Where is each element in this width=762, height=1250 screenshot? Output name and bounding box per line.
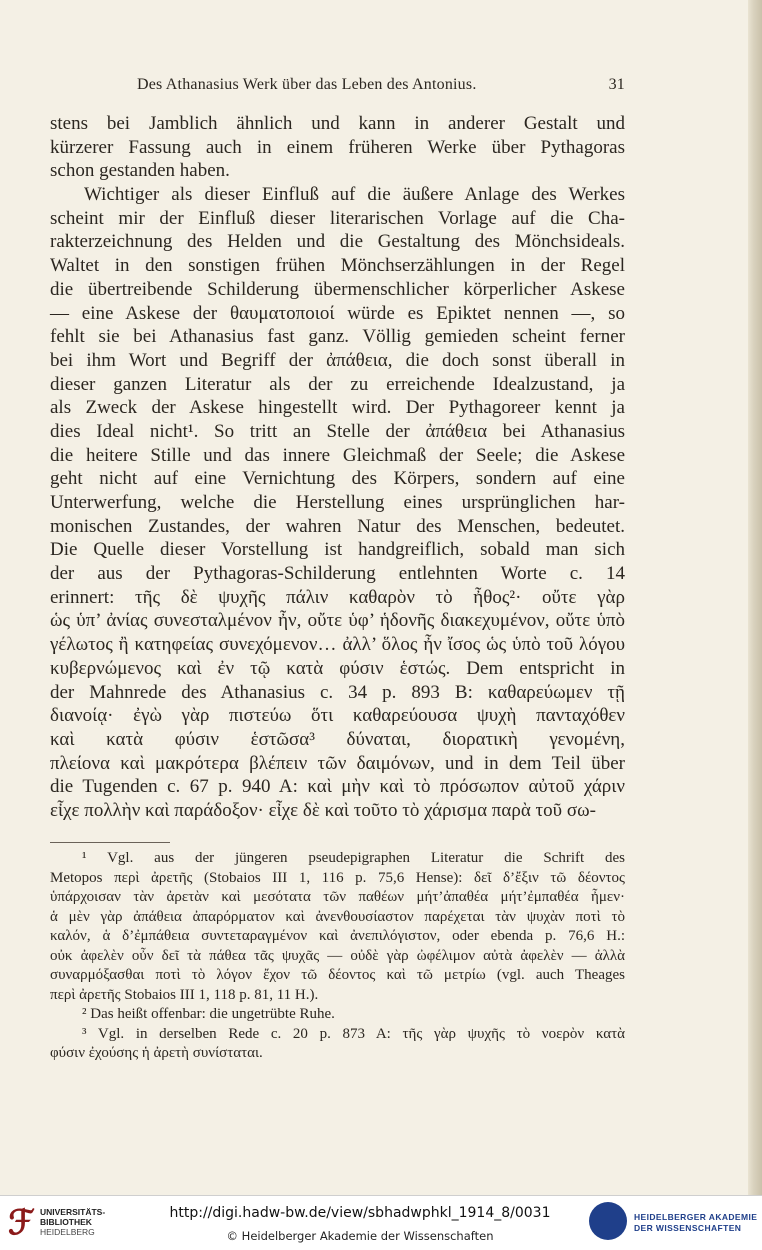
- footnote-line: ³ Vgl. in derselben Rede c. 20 p. 873 A: τῆς γὰρ ψυχῆς τὸ νοερὸν κατὰ: [82, 1025, 625, 1042]
- footnote-line: φύσιν ἐχούσης ἡ ἀρετὴ συνίσταται.: [50, 1045, 263, 1061]
- footnote-line: καλόν, ἁ δ’ἐμπάθεια συντεταραγμένον καὶ ἀνεπιλόγιστον, oder ebenda p. 76,6 H.:: [50, 928, 625, 944]
- footnote-line: ὑπάρχοισαν τὰν ἀρετὰν καὶ μεσότατα τῶν παθέων μήτ’ἀπαθέα μήτ’ἐμπαθέα ἦμεν·: [50, 889, 625, 905]
- text-line: Unterwerfung, welche die Herstellung eines ursprünglichen har-: [50, 492, 625, 513]
- text-line: διανοίᾳ· ἐγὼ γὰρ πιστεύω ὅτι καθαρεύουσα ψυχὴ πανταχόθεν: [50, 705, 625, 727]
- text-line: Die Quelle dieser Vorstellung ist handgreiflich, sobald man sich: [50, 539, 625, 561]
- footnote-divider: [50, 842, 170, 843]
- text-line: monischen Zustandes, der wahren Natur des Menschen, bedeutet.: [50, 515, 625, 537]
- text-line: der aus der Pythagoras-Schilderung entlehnten Worte c. 14: [50, 563, 625, 585]
- footnote-line: περὶ ἀρετῆς Stobaios III 1, 118 p. 81, 11 H.).: [50, 986, 319, 1003]
- university-library-logo-icon[interactable]: ℱ: [8, 1203, 35, 1243]
- footnote-line: οὐκ ἀφελὲν οὖν δεῖ τὰ πάθεα τᾶς ψυχᾶς — οὐδὲ γὰρ ὠφέλιμον αὐτὰ ἀφελὲν — ἀλλὰ: [50, 947, 625, 964]
- text-line: kürzerer Fassung auch in einem früheren Werke über Pythagoras: [50, 136, 625, 158]
- text-line: γέλωτος ἢ κατηφείας συνεχόμενον… ἀλλ’ ὅλος ἦν ἴσος ὡς ὑπὸ τοῦ λόγου: [50, 634, 625, 656]
- text-line: Waltet in den sonstigen frühen Mönchserzählungen in der Regel: [50, 255, 625, 277]
- university-library-name: UNIVERSITÄTS- BIBLIOTHEK HEIDELBERG: [40, 1207, 106, 1237]
- footnote-line: ² Das heißt offenbar: die ungetrübte Ruhe.: [82, 1006, 335, 1022]
- text-line: bei ihm Wort und Begriff der ἀπάθεια, die doch sonst überall in: [50, 349, 625, 371]
- text-line: die Tugenden c. 67 p. 940 A: καὶ μὴν καὶ τὸ πρόσωπον αὐτοῦ χάριν: [50, 776, 625, 798]
- text-line: geht nicht auf eine Vernichtung des Körpers, sondern auf eine: [50, 468, 625, 490]
- viewer-footer: [0, 1195, 762, 1250]
- text-line: πλείονα καὶ μακρότερα βλέπειν τῶν δαιμόνων, und in dem Teil über: [50, 752, 625, 774]
- text-line: dieser ganzen Literatur als der zu erreichende Idealzustand, ja: [50, 373, 625, 395]
- text-line: als Zweck der Askese hingestellt wird. Der Pythagoreer kennt ja: [50, 397, 625, 419]
- text-line: die übertreibende Schilderung übermenschlicher körperlicher Askese: [50, 278, 625, 300]
- running-head-title: Des Athanasius Werk über das Leben des Antonius.: [137, 76, 477, 93]
- text-line: die heitere Stille und das innere Gleichmaß der Seele; die Askese: [50, 444, 625, 466]
- footnote-line: Metopos περὶ ἀρετῆς (Stobaios III 1, 116 p. 75,6 Hense): δεῖ δ’ἔξιν τῶ δέοντος: [50, 869, 625, 886]
- text-line: erinnert: τῆς δὲ ψυχῆς πάλιν καθαρὸν τὸ ἦθος²· οὔτε γὰρ: [50, 586, 625, 608]
- text-line: schon gestanden haben.: [50, 160, 230, 182]
- footnote-line: συναρμόξασθαι ποτὶ τὸ λόγον ἔχον τῶ δέοντος καὶ τῶ μετρίω (vgl. auch Theages: [50, 967, 625, 983]
- text-line: fehlt sie bei Athanasius fast ganz. Völlig gemieden scheint ferner: [50, 326, 625, 348]
- copyright-notice: © Heidelberger Akademie der Wissenschaften: [226, 1229, 494, 1243]
- text-line: stens bei Jamblich ähnlich und kann in anderer Gestalt und: [50, 113, 625, 134]
- text-line: dies Ideal nicht¹. So tritt an Stelle der ἀπάθεια bei Athanasius: [50, 420, 625, 442]
- text-line: καὶ κατὰ φύσιν ἑστῶσα³ δύναται, διορατικὴ γενομένη,: [50, 728, 625, 750]
- page-number: 31: [608, 76, 625, 93]
- academy-name: HEIDELBERGER AKADEMIE DER WISSENSCHAFTEN: [634, 1212, 758, 1233]
- text-line: κυβερνώμενος καὶ ἐν τῷ κατὰ φύσιν ἑστώς. Dem entspricht in: [50, 657, 625, 679]
- text-line: εἶχε πολλὴν καὶ παράδοξον· εἶχε δὲ καὶ τοῦτο τὸ χάρισμα παρὰ τοῦ σω-: [50, 799, 596, 821]
- text-line: scheint mir der Einfluß dieser literarischen Vorlage auf die Cha-: [50, 207, 625, 229]
- text-line: rakterzeichnung des Helden und die Gestaltung des Mönchsideals.: [50, 231, 625, 253]
- footnote-line: ἁ μὲν γὰρ ἀπάθεια ἀπαρόρματον καὶ ἀνενθουσίαστον παρέχεται τὰν ψυχὰν ποτὶ τὸ: [50, 908, 625, 925]
- text-line: der Mahnrede des Athanasius c. 34 p. 893 B: καθαρεύωμεν τῇ: [50, 681, 625, 703]
- text-line: — eine Askese der θαυματοποιοί würde es Epiktet nennen —, so: [50, 302, 625, 324]
- text-line: ὡς ὑπ’ ἀνίας συνεσταλμένον ἦν, οὔτε ὑφ’ ἡδονῆς διακεχυμένον, οὔτε ὑπὸ: [50, 610, 625, 632]
- page-edge-shadow: [748, 0, 762, 1195]
- main-text: [50, 112, 625, 823]
- academy-seal-icon[interactable]: [589, 1202, 627, 1240]
- footnote-line: ¹ Vgl. aus der jüngeren pseudepigraphen Literatur die Schrift des: [82, 850, 625, 866]
- footnotes: [50, 849, 625, 1064]
- running-head: [50, 74, 625, 96]
- permalink-url[interactable]: http://digi.hadw-bw.de/view/sbhadwphkl_1914_8/0031: [169, 1205, 551, 1221]
- text-line: Wichtiger als dieser Einfluß auf die äußere Anlage des Werkes: [84, 184, 625, 206]
